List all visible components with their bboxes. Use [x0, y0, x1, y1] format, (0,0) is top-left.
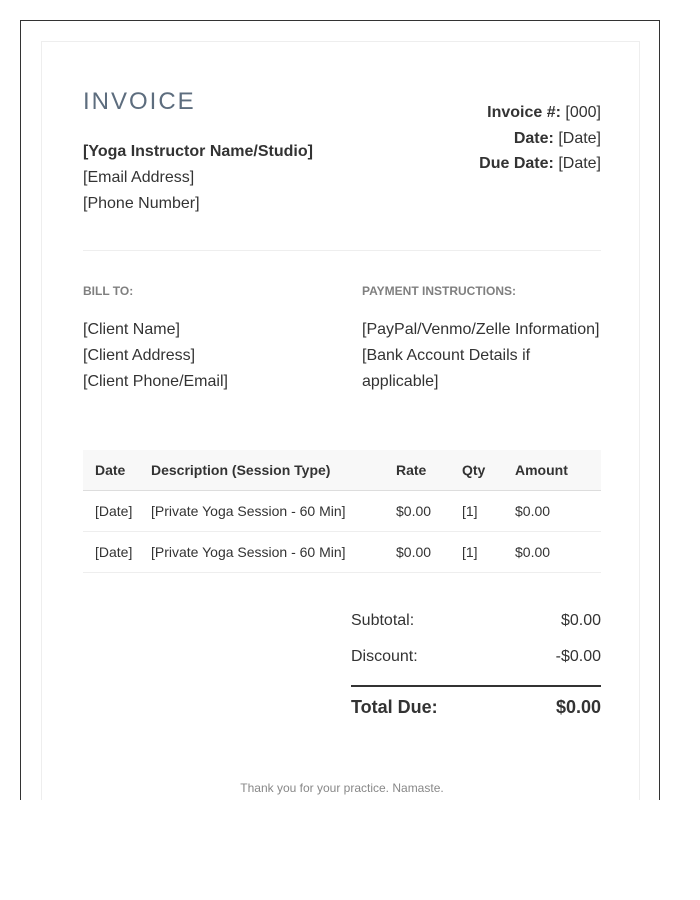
subtotal-value: $0.00 [560, 612, 601, 629]
client-contact: [Client Phone/Email] [83, 373, 228, 390]
due-date-row [479, 151, 601, 177]
invoice-number-value: [000] [565, 104, 601, 121]
col-header-description: Description (Session Type) [151, 450, 396, 491]
payment-line-1: [PayPal/Venmo/Zelle Information] [362, 321, 600, 338]
line-items-table [83, 450, 601, 573]
cell-date: [Date] [83, 491, 151, 532]
col-header-qty: Qty [462, 450, 515, 491]
client-address: [Client Address] [83, 347, 196, 364]
due-date-value: [Date] [558, 155, 601, 172]
invoice-date-label: Date: [513, 129, 554, 147]
col-header-rate: Rate [396, 450, 462, 491]
invoice-number-label: Invoice #: [487, 104, 561, 121]
totals-divider [351, 685, 601, 687]
document-frame [20, 20, 660, 800]
cell-description: [Private Yoga Session - 60 Min] [151, 532, 396, 573]
cell-qty: [1] [462, 491, 515, 532]
header-divider [83, 250, 601, 251]
cell-description: [Private Yoga Session - 60 Min] [151, 491, 396, 532]
cell-amount: $0.00 [515, 532, 601, 573]
cell-rate: $0.00 [396, 491, 462, 532]
cell-qty: [1] [462, 532, 515, 573]
discount-value: -$0.00 [555, 648, 601, 665]
discount-row [351, 643, 601, 679]
subtotal-row [351, 607, 601, 643]
client-name: [Client Name] [83, 321, 180, 338]
bill-to-label: BILL TO: [83, 284, 134, 298]
invoice-date-row [479, 126, 601, 152]
invoice-number-row [479, 100, 601, 126]
table-row [83, 532, 601, 573]
invoice-meta [479, 100, 601, 177]
col-header-date: Date [83, 450, 151, 491]
discount-label: Discount: [351, 648, 418, 665]
cell-amount: $0.00 [515, 491, 601, 532]
invoice-date-value: [Date] [558, 129, 601, 147]
sender-phone: [Phone Number] [83, 195, 200, 212]
payment-instructions-label: PAYMENT INSTRUCTIONS: [362, 284, 517, 298]
cell-rate: $0.00 [396, 532, 462, 573]
sender-email: [Email Address] [83, 169, 195, 186]
payment-line-2: [Bank Account Details if applicable] [362, 347, 531, 390]
footer-note: Thank you for your practice. Namaste. [240, 781, 444, 795]
table-header-row [83, 450, 601, 491]
sender-name: [Yoga Instructor Name/Studio] [83, 143, 313, 160]
col-header-amount: Amount [515, 450, 601, 491]
totals-block [351, 607, 601, 718]
payment-info [362, 317, 607, 395]
due-date-label: Due Date: [479, 155, 554, 172]
total-due-value: $0.00 [555, 697, 601, 717]
subtotal-label: Subtotal: [351, 612, 415, 629]
bill-to-info [83, 317, 228, 395]
sender-info [83, 139, 313, 217]
cell-date: [Date] [83, 532, 151, 573]
invoice-title: INVOICE [83, 88, 196, 115]
total-due-label: Total Due: [351, 697, 438, 717]
table-row [83, 491, 601, 532]
invoice-sheet [41, 41, 640, 800]
total-due-row [351, 697, 601, 718]
